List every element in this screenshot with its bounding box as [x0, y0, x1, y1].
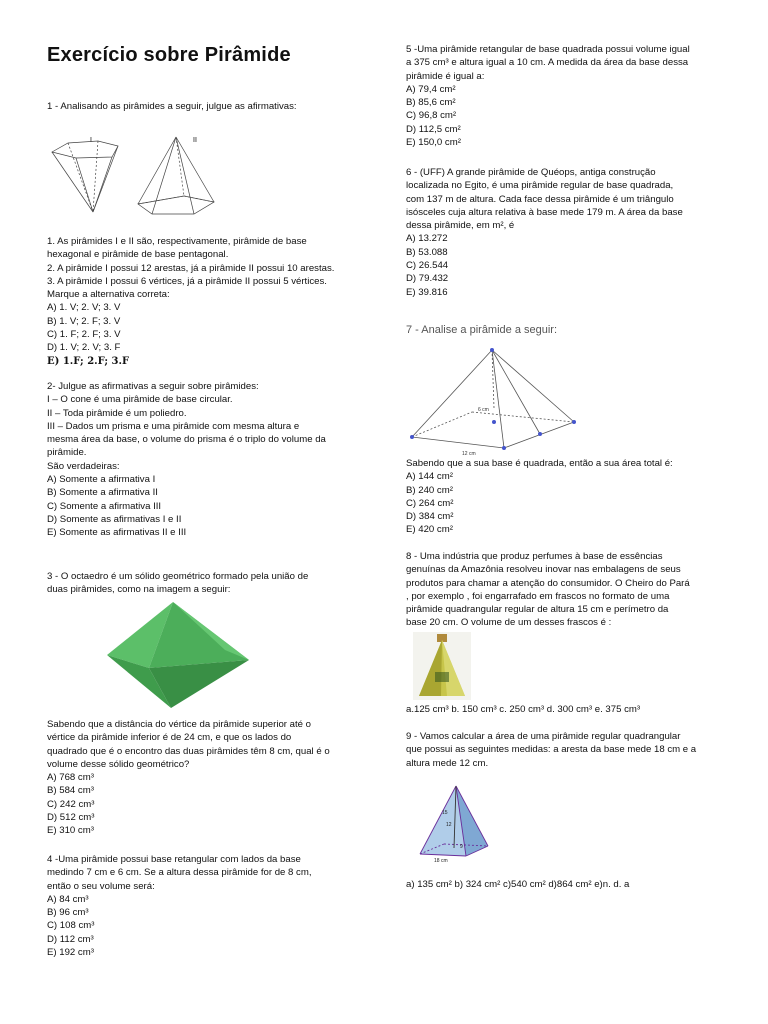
text-line: C) Somente a afirmativa III — [47, 500, 162, 512]
q9-pyramid-figure — [416, 784, 496, 864]
text-line: mesma área da base, o volume do prisma é o triplo do volume da — [47, 434, 326, 446]
text-line: E) Somente as afirmativas II e III — [47, 527, 187, 539]
figure-label-6cm: 6 cm — [478, 407, 489, 413]
question-9 — [406, 730, 746, 770]
question-1-intro — [47, 100, 297, 113]
text-line: E) 420 cm² — [406, 524, 453, 536]
text-line: C) 1. F; 2. F; 3. V — [47, 329, 121, 341]
text-line: 4 -Uma pirâmide possui base retangular com lados da base — [47, 854, 301, 865]
text-line: 3. A pirâmide I possui 6 vértices, já a pirâmide II possui 5 vértices. — [47, 275, 327, 287]
text-line: D) Somente as afirmativas I e II — [47, 513, 182, 525]
text-line: B) Somente a afirmativa II — [47, 487, 158, 499]
text-line: D) 112 cm³ — [47, 933, 94, 945]
text-line: genuínas da Amazônia resolveu inovar nas embalagens de seus — [406, 564, 681, 576]
text-line: a.125 cm³ b. 150 cm³ c. 250 cm³ d. 300 cm³ e. 375 cm³ — [406, 704, 641, 715]
figure-label-i: I — [90, 137, 92, 144]
text-line: C) 242 cm³ — [47, 798, 95, 810]
text-line: pirâmide é igual a: — [406, 70, 485, 82]
text-line: D) 512 cm³ — [47, 812, 95, 824]
text-line: B) 584 cm³ — [47, 785, 94, 797]
text-line: 8 - Uma indústria que produz perfumes à base de essências — [406, 551, 663, 562]
text-line: A) 1. V; 2. V; 3. V — [47, 302, 121, 314]
figure-label-ii: II — [193, 137, 197, 144]
q7-pyramid-figure — [406, 344, 586, 459]
text-line: pirâmide. — [47, 447, 87, 459]
text-line: base 20 cm. O volume de um desses frascos é : — [406, 617, 612, 629]
text-line: quadrado que é o encontro das duas pirâmides têm 8 cm, qual é o — [47, 745, 330, 757]
text-line: C) 96,8 cm² — [406, 110, 457, 122]
page-title: Exercício sobre Pirâmide — [47, 44, 291, 66]
text-line: C) 264 cm² — [406, 497, 454, 509]
text-line: III – Dados um prisma e uma pirâmide com mesma altura e — [47, 420, 300, 432]
figure-label-15: 15 — [442, 810, 448, 816]
text-line: II – Toda pirâmide é um poliedro. — [47, 407, 187, 419]
text-line: altura mede 12 cm. — [406, 757, 489, 769]
text-line: D) 1. V; 2. V; 3. F — [47, 342, 121, 354]
text-line: C) 108 cm³ — [47, 920, 95, 932]
question-6 — [406, 166, 746, 299]
question-8-options — [406, 703, 746, 716]
figure-label-12: 12 — [446, 822, 452, 828]
question-8 — [406, 550, 746, 630]
text-line: 9 - Vamos calcular a área de uma pirâmide regular quadrangular — [406, 731, 681, 742]
figure-label-9: 9 — [460, 844, 463, 850]
question-4 — [47, 853, 367, 959]
text-line: B) 53.088 — [406, 246, 448, 258]
text-line: D) 112,5 cm² — [406, 123, 461, 135]
text-line: pirâmide quadrangular regular de altura 15 cm e perímetro da — [406, 604, 669, 616]
text-line: E) 150,0 cm² — [406, 137, 461, 149]
text-line: localizada no Egito, é uma pirâmide regular de base quadrada, — [406, 180, 674, 192]
question-9-options — [406, 878, 746, 891]
text-line: I – O cone é uma pirâmide de base circular. — [47, 394, 233, 406]
text-line: volume desse sólido geométrico? — [47, 758, 190, 770]
octahedron-figure — [105, 600, 255, 710]
text-line: Sabendo que a distância do vértice da pirâmide superior até o — [47, 719, 311, 730]
text-line: B) 240 cm² — [406, 484, 453, 496]
text-line: B) 96 cm³ — [47, 907, 89, 919]
question-3-body — [47, 718, 367, 838]
text-line: 2. A pirâmide I possui 12 arestas, já a pirâmide II possui 10 arestas. — [47, 262, 335, 274]
text-line: então o seu volume será: — [47, 880, 155, 892]
text-line: 7 - Analise a pirâmide a seguir: — [406, 324, 558, 336]
text-line: duas pirâmides, como na imagem a seguir: — [47, 584, 231, 596]
text-line: a 375 cm³ e altura igual a 10 cm. A medida da área da base dessa — [406, 57, 689, 69]
question-3-intro — [47, 570, 367, 597]
text-line: com 137 m de altura. Cada face dessa pirâmide é um triângulo — [406, 193, 674, 205]
text-line: hexagonal e pirâmide de base pentagonal. — [47, 249, 229, 261]
text-line: Sabendo que a sua base é quadrada, então a sua área total é: — [406, 458, 673, 469]
figure-label-12cm: 12 cm — [462, 451, 476, 457]
text-line: 1. As pirâmides I e II são, respectivamente, pirâmide de base — [47, 236, 307, 247]
text-line: A) 768 cm³ — [47, 772, 94, 784]
text-line: 3 - O octaedro é um sólido geométrico formado pela união de — [47, 571, 309, 582]
text-line: A) 13.272 — [406, 233, 448, 245]
question-7-body — [406, 457, 746, 537]
text-line: A) 84 cm³ — [47, 893, 89, 905]
text-line: 6 - (UFF) A grande pirâmide de Quéops, antiga construção — [406, 167, 656, 178]
question-5 — [406, 43, 746, 149]
text-line: dessa pirâmide, em m², é — [406, 220, 515, 232]
q1-pyramids-figure — [48, 132, 248, 222]
question-2 — [47, 380, 367, 540]
text-line: C) 26.544 — [406, 260, 449, 272]
text-line: A) 144 cm² — [406, 471, 453, 483]
text-line: São verdadeiras: — [47, 460, 120, 472]
text-line: medindo 7 cm e 6 cm. Se a altura dessa pirâmide for de 8 cm, — [47, 867, 312, 879]
text-line: 2- Julgue as afirmativas a seguir sobre pirâmides: — [47, 381, 259, 392]
text-line: A) Somente a afirmativa I — [47, 474, 156, 486]
question-7-intro — [406, 324, 557, 337]
text-line: produtos para chamar a atenção do consumidor. O Cheiro do Pará — [406, 577, 690, 589]
perfume-bottle-image — [413, 632, 471, 700]
text-line: Marque a alternativa correta: — [47, 289, 170, 301]
text-line: D) 79.432 — [406, 273, 449, 285]
text-line: D) 384 cm² — [406, 511, 454, 523]
text-line: vértice da pirâmide inferior é de 24 cm, e que os lados do — [47, 732, 292, 744]
text-line: B) 1. V; 2. F; 3. V — [47, 315, 121, 327]
text-line: B) 85,6 cm² — [406, 97, 456, 109]
text-line: 5 -Uma pirâmide retangular de base quadrada possui volume igual — [406, 44, 690, 55]
text-line: que possui as seguintes medidas: a aresta da base mede 18 cm e a — [406, 744, 697, 756]
question-1-option-e: E) 1.F; 2.F; 3.F — [47, 355, 130, 367]
text-line: A) 79,4 cm² — [406, 83, 456, 95]
text-line: , por exemplo , foi engarrafado em frascos no formato de uma — [406, 590, 670, 602]
question-1-body — [47, 235, 367, 368]
text-line: isósceles cuja altura relativa à base mede 179 m. A área da base — [406, 206, 683, 218]
text-line: E) 310 cm³ — [47, 825, 94, 837]
figure-label-18cm: 18 cm — [434, 858, 448, 864]
text-line: E) 39.816 — [406, 286, 448, 298]
text-line: 1 - Analisando as pirâmides a seguir, julgue as afirmativas: — [47, 101, 297, 112]
text-line: a) 135 cm² b) 324 cm² c)540 cm² d)864 cm² e)n. d. a — [406, 879, 630, 890]
text-line: E) 192 cm³ — [47, 947, 94, 959]
